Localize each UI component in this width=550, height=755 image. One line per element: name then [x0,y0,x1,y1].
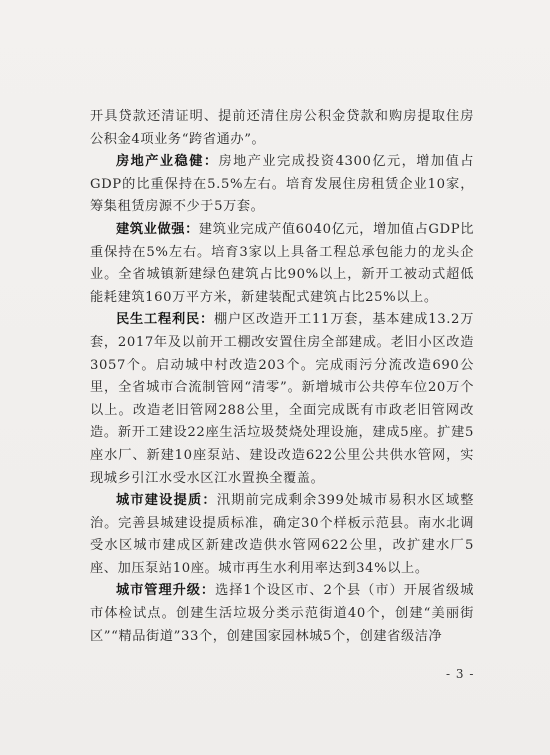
paragraph-body: 棚户区改造开工11万套，基本建成13.2万套，2017年及以前开工棚改安置住房全部建成。老旧小区改造3057个。启动城中村改造203个。完成雨污分流改造690公里，全省城市合流制管网“清零”。新增城市公共停车位20万个以上。改造老旧管网288公里，全面完成既有市政老旧管网改造。新开工建设22座生活垃圾焚烧处理设施，建成5座。扩建5座水厂、新建10座泵站、建设改造622公里公共供水管网，实现城乡引江水受水区江水置换全覆盖。 [90,312,474,486]
paragraph-urban-management [90,580,474,648]
page-number: - 3 - [446,667,475,681]
paragraph-urban-construction [90,490,474,580]
paragraph-construction [90,219,474,309]
paragraph-heading: 建筑业做强： [116,221,199,237]
paragraph-real-estate [90,151,474,219]
paragraph-heading: 房地产业稳健： [116,154,219,170]
paragraph-body: 汛期前完成剩余399处城市易积水区域整治。完善县城建设提质标准，确定30个样板示范县。南水北调受水区城市建成区新建改造供水管网622公里，改扩建水厂5座、加压泵站10座。城市再生水利用率达到34%以上。 [90,493,474,576]
paragraph-heading: 民生工程利民： [116,312,215,328]
paragraph-livelihood [90,309,474,490]
paragraph-body: 房地产业完成投资4300亿元，增加值占GDP的比重保持在5.5%左右。培育发展住房租赁企业10家，筹集租赁房源不少于5万套。 [90,154,474,215]
body-text [90,106,474,648]
paragraph-body: 建筑业完成产值6040亿元，增加值占GDP比重保持在5%左右。培育3家以上具备工程总承包能力的龙头企业。全省城镇新建绿色建筑占比90%以上，新开工被动式超低能耗建筑160万平方米，新建装配式建筑占比25%以上。 [90,221,474,305]
paragraph-heading: 城市建设提质： [116,493,217,509]
paragraph-body: 开具贷款还清证明、提前还清住房公积金贷款和购房提取住房公积金4项业务“跨省通办”。 [90,109,474,147]
paragraph-body: 选择1个设区市、2个县（市）开展省级城市体检试点。创建生活垃圾分类示范街道40个，创建“美丽街区”“精品街道”33个，创建国家园林城5个，创建省级洁净 [90,583,474,644]
paragraph-heading: 城市管理升级： [116,583,216,599]
paragraph-continued [90,106,474,151]
